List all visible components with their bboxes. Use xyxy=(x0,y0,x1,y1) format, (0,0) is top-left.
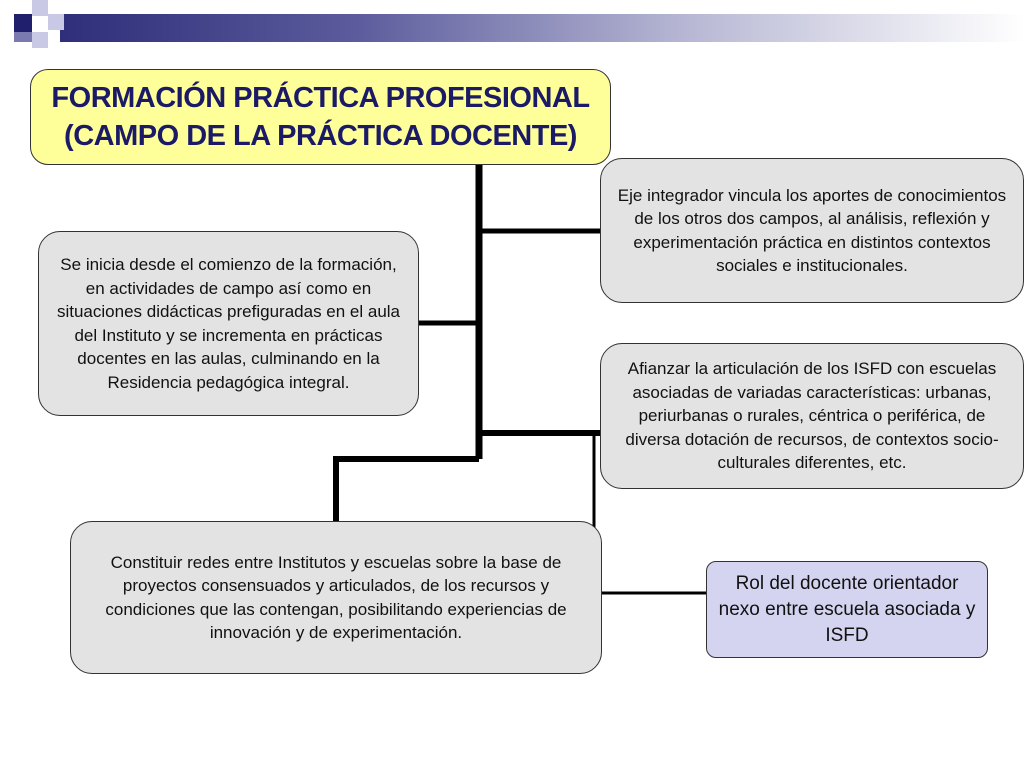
inicio-box xyxy=(38,231,419,416)
eje-integrador-text: Eje integrador vincula los aportes de conocimientos de los otros dos campos, al análisis, reflexión y experimentación práctica en distintos contextos sociales e institucionales. xyxy=(617,185,1007,275)
eje-integrador-box xyxy=(600,158,1024,303)
rol-docente-box xyxy=(706,561,988,658)
afianzar-box xyxy=(600,343,1024,489)
redes-text: Constituir redes entre Institutos y escuelas sobre la base de proyectos consensuados y articulados, de los recursos y condiciones que las contengan, posibilitando experiencias de innovación y de experimentación. xyxy=(105,552,567,642)
connector-redes xyxy=(336,459,479,521)
title-box xyxy=(30,69,611,165)
rol-docente-text: Rol del docente orientador nexo entre escuela asociada y ISFD xyxy=(718,572,976,646)
title-line-1: FORMACIÓN PRÁCTICA PROFESIONAL xyxy=(51,82,590,114)
inicio-text: Se inicia desde el comienzo de la formación, en actividades de campo así como en situaciones didácticas prefiguradas en el aula del Instituto y se incrementa en prácticas docentes en las aulas, culminando en la Residencia pedagógica integral. xyxy=(56,255,401,392)
redes-box xyxy=(70,521,602,674)
afianzar-text: Afianzar la articulación de los ISFD con escuelas asociadas de variadas características: urbanas, periurbanas o rurales, céntrica o periférica, de diversa dotación de recursos, de contextos socio-culturales diferentes, etc. xyxy=(625,359,999,473)
title-line-2: (CAMPO DE LA PRÁCTICA DOCENTE) xyxy=(64,120,577,152)
